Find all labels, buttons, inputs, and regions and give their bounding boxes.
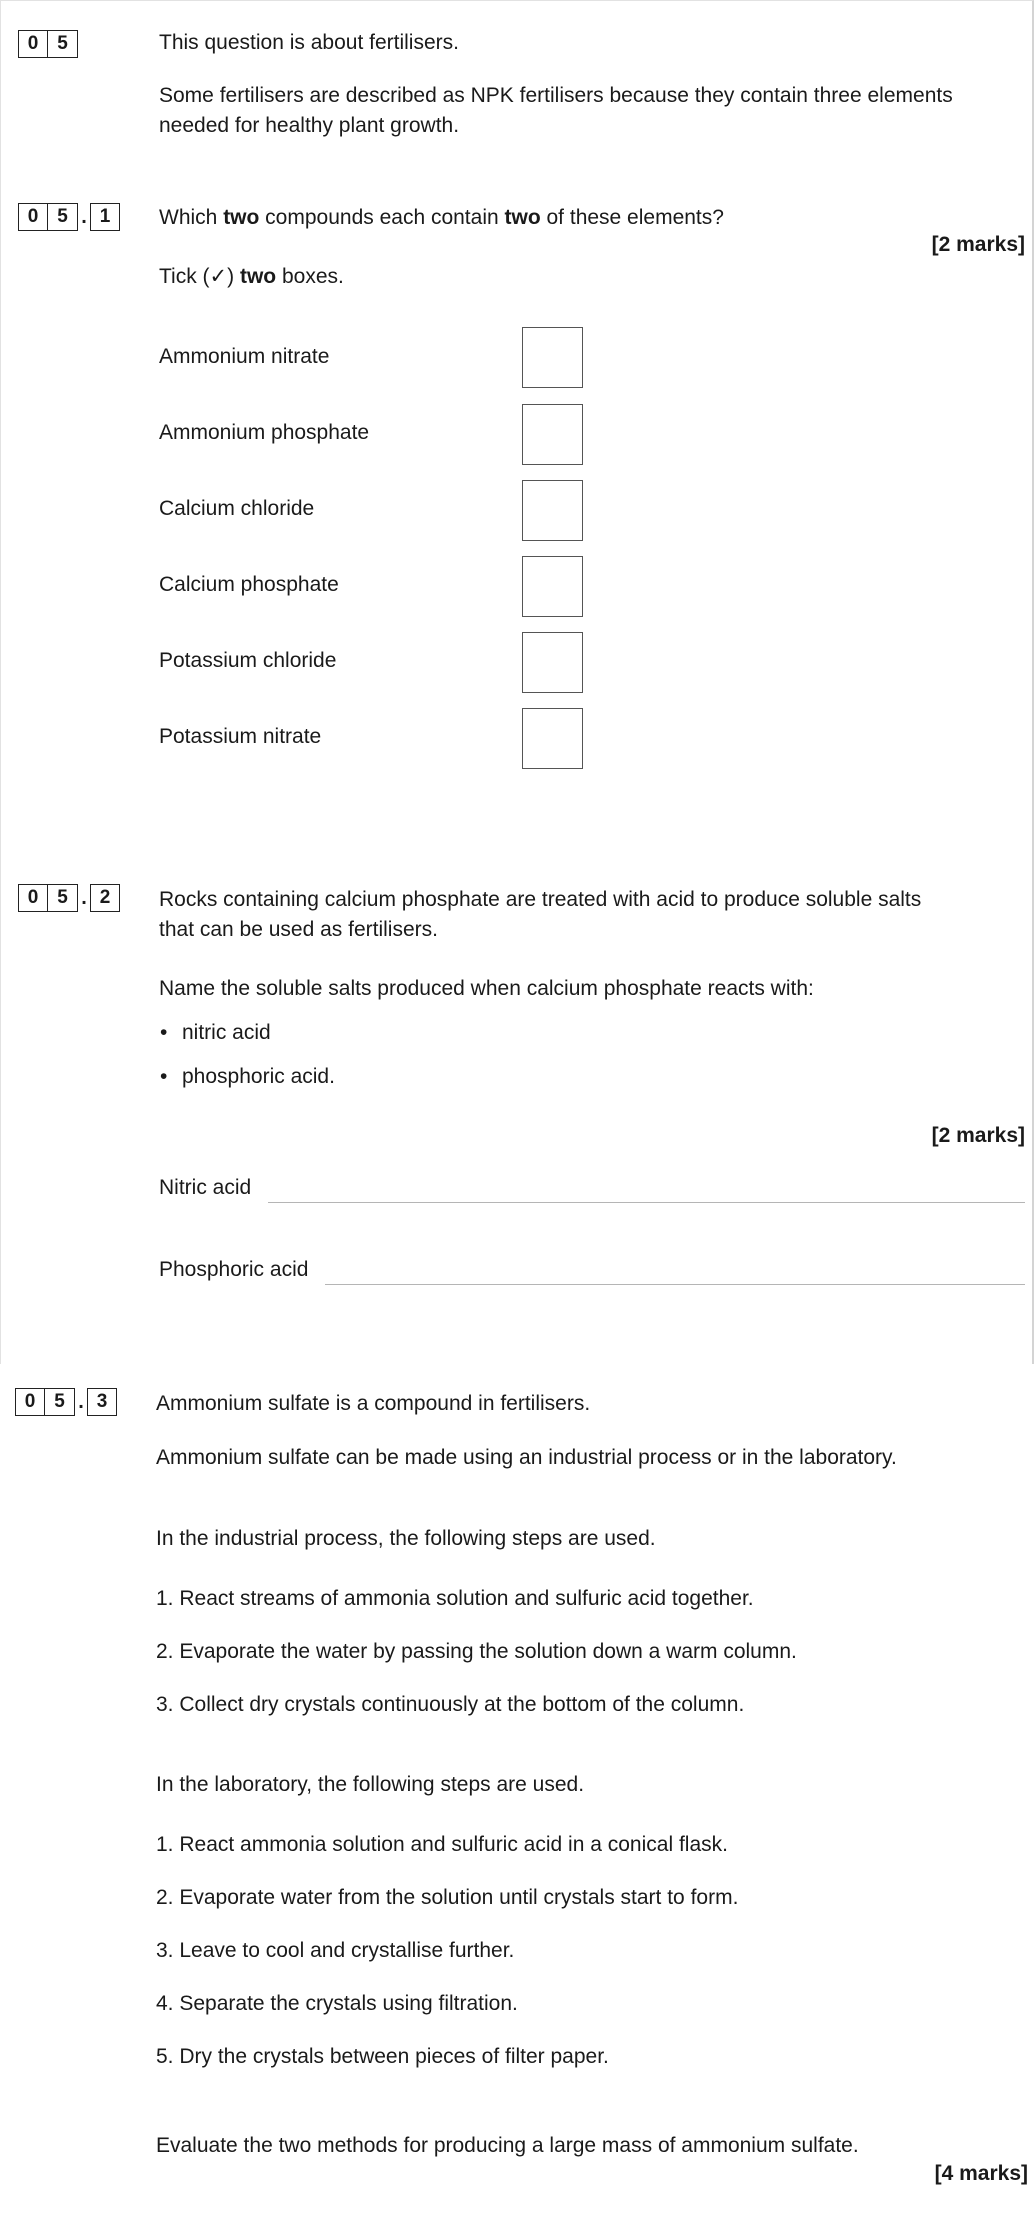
bullet-item: • nitric acid — [182, 1021, 271, 1045]
question-dot: . — [78, 1391, 84, 1413]
question-digit: 3 — [87, 1388, 117, 1416]
tick-box-ammonium-nitrate[interactable] — [522, 327, 583, 388]
question-text-part: Which — [159, 206, 224, 229]
question-intro: This question is about fertilisers. — [159, 31, 459, 54]
tick-instruction-part: boxes. — [276, 265, 344, 288]
option-label: Ammonium phosphate — [159, 421, 370, 444]
lab-step: 3. Leave to cool and crystallise further. — [156, 1939, 515, 1962]
tick-box-potassium-chloride[interactable] — [522, 632, 583, 693]
question-05-2-line1: Rocks containing calcium phosphate are treated with acid to produce soluble salts — [159, 888, 922, 911]
question-dot: . — [81, 887, 87, 909]
evaluate-instruction: Evaluate the two methods for producing a large mass of ammonium sulfate. — [156, 2134, 859, 2157]
question-text-part: of these elements? — [540, 206, 724, 229]
question-digit: 0 — [15, 1388, 45, 1416]
question-digit: 0 — [18, 203, 48, 231]
lab-step: 1. React ammonia solution and sulfuric acid in a conical flask. — [156, 1833, 728, 1856]
marks-05-3: [4 marks] — [934, 2162, 1028, 2185]
answer-label-nitric-acid: Nitric acid — [159, 1176, 252, 1199]
industrial-step: 2. Evaporate the water by passing the solution down a warm column. — [156, 1640, 797, 1663]
marks-05-1: [2 marks] — [931, 233, 1025, 256]
question-05-2-instruction: Name the soluble salts produced when calcium phosphate reacts with: — [159, 977, 814, 1000]
bullet-item: • phosphoric acid. — [182, 1065, 335, 1089]
option-label: Ammonium nitrate — [159, 345, 330, 368]
question-digit: 5 — [48, 884, 78, 912]
option-label: Calcium chloride — [159, 497, 315, 520]
question-05-3-line1: Ammonium sulfate is a compound in fertilisers. — [156, 1392, 591, 1415]
question-digit: 5 — [45, 1388, 75, 1416]
lab-step: 2. Evaporate water from the solution until crystals start to form. — [156, 1886, 739, 1909]
lab-process-intro: In the laboratory, the following steps are used. — [156, 1773, 585, 1796]
answer-line-phosphoric-acid[interactable] — [325, 1284, 1025, 1285]
question-digit: 0 — [18, 30, 48, 58]
tick-box-calcium-phosphate[interactable] — [522, 556, 583, 617]
tick-box-calcium-chloride[interactable] — [522, 480, 583, 541]
question-digit: 5 — [48, 30, 78, 58]
question-digit: 5 — [48, 203, 78, 231]
tick-instruction-emphasis: two — [239, 265, 277, 288]
question-digit: 2 — [90, 884, 120, 912]
industrial-step: 1. React streams of ammonia solution and sulfuric acid together. — [156, 1587, 754, 1610]
answer-label-phosphoric-acid: Phosphoric acid — [159, 1258, 309, 1281]
option-label: Potassium chloride — [159, 649, 337, 672]
question-text-part: compounds each contain — [259, 206, 505, 229]
question-dot: . — [81, 206, 87, 228]
tick-instruction-part: Tick (✓) — [159, 265, 240, 288]
industrial-step: 3. Collect dry crystals continuously at the bottom of the column. — [156, 1693, 745, 1716]
tick-instruction — [159, 264, 344, 289]
tick-box-ammonium-phosphate[interactable] — [522, 404, 583, 465]
question-number-05 — [18, 30, 78, 58]
npk-description-line2: needed for healthy plant growth. — [159, 114, 460, 137]
marks-05-2: [2 marks] — [931, 1124, 1025, 1147]
lab-step: 4. Separate the crystals using filtration. — [156, 1992, 518, 2015]
question-05-3-line2: Ammonium sulfate can be made using an industrial process or in the laboratory. — [156, 1446, 897, 1469]
lab-step: 5. Dry the crystals between pieces of filter paper. — [156, 2045, 609, 2068]
question-number-05-2 — [18, 884, 120, 912]
answer-line-nitric-acid[interactable] — [268, 1202, 1025, 1203]
question-number-05-1 — [18, 203, 120, 231]
option-label: Calcium phosphate — [159, 573, 339, 596]
question-emphasis: two — [504, 206, 541, 229]
question-number-05-3 — [15, 1388, 117, 1416]
option-label: Potassium nitrate — [159, 725, 322, 748]
question-emphasis: two — [223, 206, 260, 229]
question-digit: 1 — [90, 203, 120, 231]
question-05-1-text — [159, 206, 724, 230]
industrial-process-intro: In the industrial process, the following steps are used. — [156, 1527, 656, 1550]
question-digit: 0 — [18, 884, 48, 912]
npk-description-line1: Some fertilisers are described as NPK fertilisers because they contain three elements — [159, 84, 953, 107]
question-05-2-line2: that can be used as fertilisers. — [159, 918, 438, 941]
tick-box-potassium-nitrate[interactable] — [522, 708, 583, 769]
